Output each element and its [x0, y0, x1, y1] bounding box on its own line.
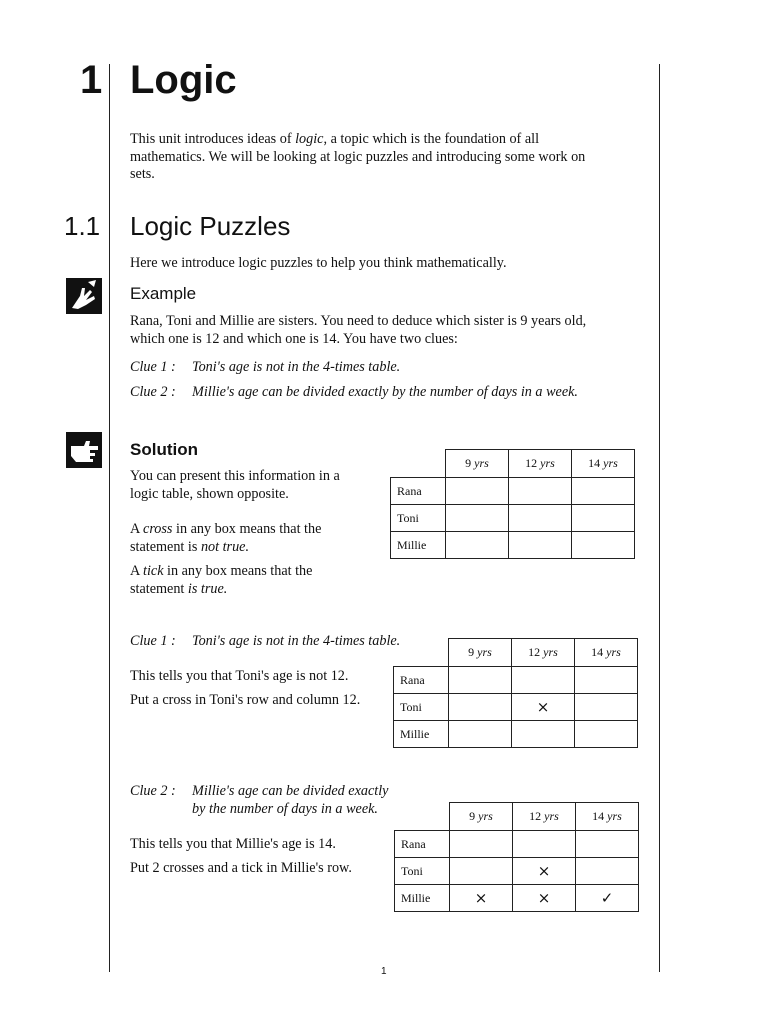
chapter-title: Logic	[130, 58, 237, 102]
column-header: 9 yrs	[449, 639, 512, 667]
row-label: Rana	[394, 667, 449, 694]
table-cell	[509, 505, 572, 532]
table-cell	[449, 667, 512, 694]
logic-table-step1	[393, 638, 638, 748]
left-margin-rule	[109, 64, 110, 972]
table-cell	[446, 505, 509, 532]
column-header: 14 yrs	[576, 803, 639, 831]
table-cell	[576, 858, 639, 885]
table-cell	[449, 694, 512, 721]
solution-paragraph-1: You can present this information in a logic table, shown opposite.	[130, 468, 340, 502]
row-label: Toni	[391, 505, 446, 532]
table-cell	[446, 478, 509, 505]
row-label: Toni	[394, 694, 449, 721]
table-cell	[450, 831, 513, 858]
section-title: Logic Puzzles	[130, 211, 291, 241]
table-cell	[450, 858, 513, 885]
step1-clue: Clue 1 : Toni's age is not in the 4-times table.	[130, 633, 401, 649]
table-corner	[391, 450, 446, 478]
table-row	[394, 694, 638, 721]
solution-paragraph-3: A tick in any box means that the statement is true.	[130, 563, 313, 597]
table-cell: ×	[513, 885, 576, 912]
table-cell	[575, 721, 638, 748]
table-row	[395, 858, 639, 885]
table-cell	[509, 532, 572, 559]
table-cell: ×	[513, 858, 576, 885]
row-label: Rana	[391, 478, 446, 505]
step2-clue: Clue 2 : Millie's age can be divided exactly by the number of days in a week.	[130, 783, 389, 817]
table-cell	[576, 831, 639, 858]
section-number: 1.1	[64, 211, 101, 241]
table-cell	[575, 667, 638, 694]
table-corner	[394, 639, 449, 667]
table-row	[391, 505, 635, 532]
table-cell	[572, 505, 635, 532]
column-header: 14 yrs	[572, 450, 635, 478]
table-cell	[572, 478, 635, 505]
table-cell	[449, 721, 512, 748]
solution-paragraph-2: A cross in any box means that the statement is not true.	[130, 521, 322, 555]
table-row	[391, 532, 635, 559]
table-cell	[513, 831, 576, 858]
table-cell: ×	[450, 885, 513, 912]
table-cell	[512, 667, 575, 694]
column-header: 12 yrs	[512, 639, 575, 667]
table-row	[395, 831, 639, 858]
chapter-number: 1	[80, 58, 103, 102]
table-cell	[572, 532, 635, 559]
row-label: Millie	[395, 885, 450, 912]
solution-heading: Solution	[130, 440, 198, 459]
step2-line-1: This tells you that Millie's age is 14.	[130, 836, 336, 852]
table-cell	[575, 694, 638, 721]
table-cell	[446, 532, 509, 559]
example-heading: Example	[130, 284, 197, 303]
row-label: Rana	[395, 831, 450, 858]
step1-line-2: Put a cross in Toni's row and column 12.	[130, 692, 361, 708]
table-row	[394, 721, 638, 748]
step2-line-2: Put 2 crosses and a tick in Millie's row.	[130, 860, 352, 876]
pointing-hand-icon	[66, 432, 102, 468]
logic-table-empty	[390, 449, 635, 559]
logic-table-step2	[394, 802, 639, 912]
column-header: 12 yrs	[513, 803, 576, 831]
column-header: 12 yrs	[509, 450, 572, 478]
column-header: 9 yrs	[450, 803, 513, 831]
table-cell	[509, 478, 572, 505]
table-row	[391, 478, 635, 505]
example-clue-2: Clue 2 : Millie's age can be divided exactly by the number of days in a week.	[130, 384, 578, 400]
table-cell: ×	[512, 694, 575, 721]
table-cell	[512, 721, 575, 748]
table-cell: ✓	[576, 885, 639, 912]
table-row	[394, 667, 638, 694]
table-corner	[395, 803, 450, 831]
row-label: Toni	[395, 858, 450, 885]
example-paragraph: Rana, Toni and Millie are sisters. You need to deduce which sister is 9 years old, which one is 12 and which one is 14. You have two clues:	[130, 313, 587, 347]
page-number: 1	[381, 966, 387, 977]
table-row	[395, 885, 639, 912]
section-intro: Here we introduce logic puzzles to help you think mathematically.	[130, 255, 507, 271]
column-header: 9 yrs	[446, 450, 509, 478]
right-margin-rule	[659, 64, 660, 972]
step1-line-1: This tells you that Toni's age is not 12.	[130, 668, 349, 684]
writing-hand-icon	[66, 278, 102, 314]
column-header: 14 yrs	[575, 639, 638, 667]
example-clue-1: Clue 1 : Toni's age is not in the 4-times table.	[130, 359, 401, 375]
row-label: Millie	[394, 721, 449, 748]
intro-paragraph: This unit introduces ideas of logic, a topic which is the foundation of all mathematics. We will be looking at logic puzzles and introducing some work on sets.	[130, 131, 586, 182]
row-label: Millie	[391, 532, 446, 559]
